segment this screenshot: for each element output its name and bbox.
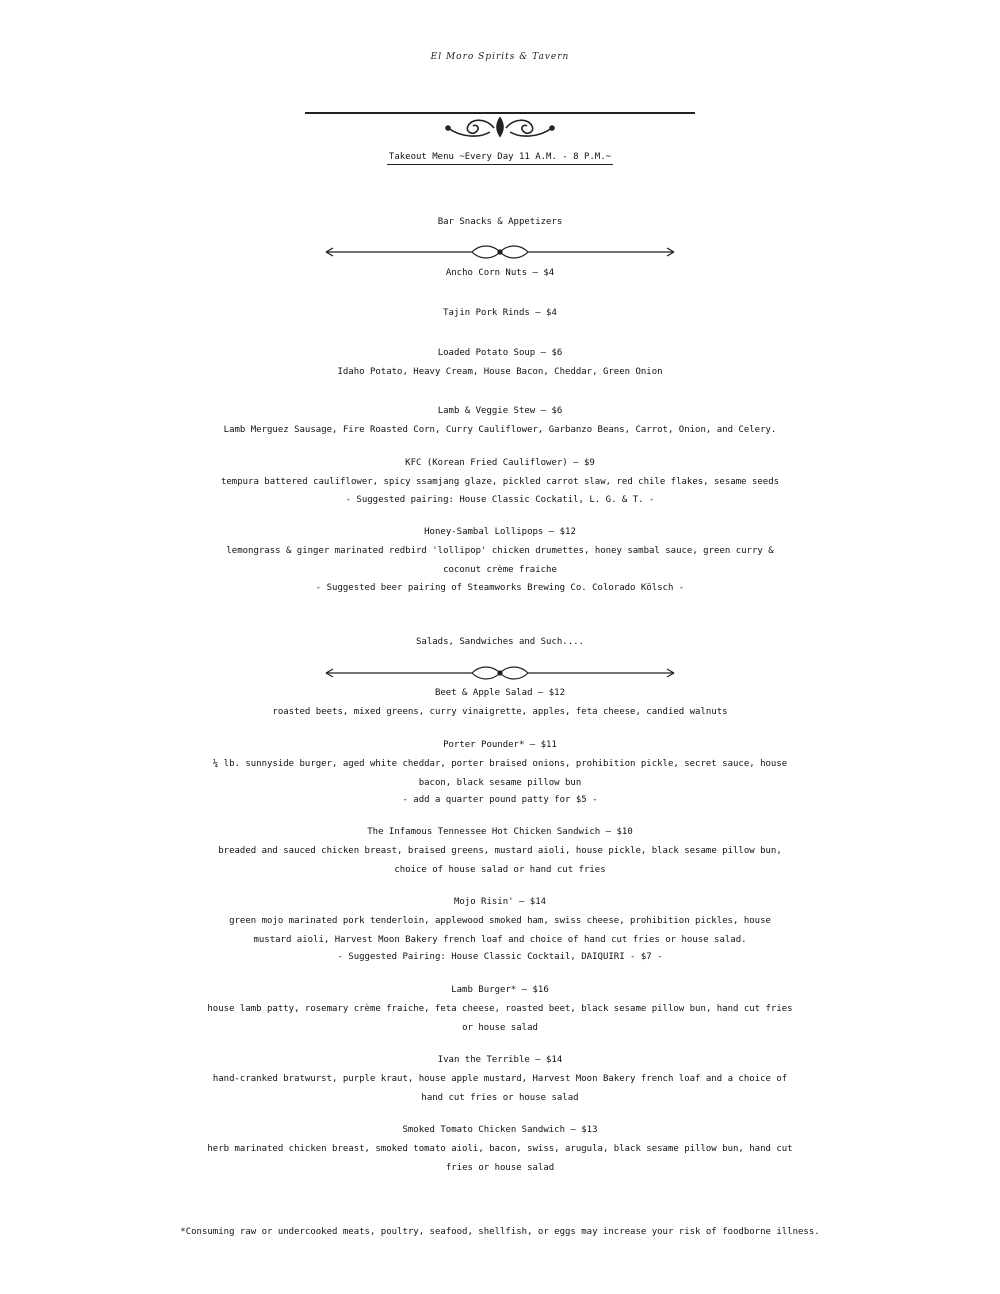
item-description: herb marinated chicken breast, smoked tomato aioli, bacon, swiss, arugula, black sesame pillow bun, hand cut: [207, 1144, 793, 1154]
item-loaded-potato-soup: Loaded Potato Soup — $6: [437, 348, 563, 358]
arrow-flourish-divider-icon: [322, 243, 678, 261]
item-description-cont: hand cut fries or house salad: [421, 1093, 579, 1103]
item-tennessee-hot-chicken: The Infamous Tennessee Hot Chicken Sandwich — $10: [367, 827, 633, 837]
section-title-bar-snacks: Bar Snacks & Appetizers: [437, 217, 563, 227]
item-description-cont: coconut crème fraiche: [443, 565, 557, 575]
item-description-cont: or house salad: [462, 1023, 538, 1033]
section-title-salads-sandwiches: Salads, Sandwiches and Such....: [416, 637, 584, 647]
item-description: tempura battered cauliflower, spicy ssamjang glaze, pickled carrot slaw, red chile flakes, sesame seeds: [220, 477, 780, 487]
menu-title-text: Takeout Menu ~Every Day 11 A.M. - 8 P.M.~: [387, 152, 613, 165]
item-description: hand-cranked bratwurst, purple kraut, house apple mustard, Harvest Moon Bakery french loaf and a choice of: [212, 1074, 788, 1084]
item-porter-pounder: Porter Pounder* — $11: [443, 740, 557, 750]
pairing-note: - Suggested Pairing: House Classic Cocktail, DAIQUIRI - $7 -: [337, 952, 663, 962]
item-description-cont: choice of house salad or hand cut fries: [394, 865, 606, 875]
menu-title: [0, 152, 1000, 162]
foodborne-illness-disclaimer: *Consuming raw or undercooked meats, poultry, seafood, shellfish, or eggs may increase your risk of foodborne illness.: [180, 1227, 820, 1237]
item-honey-sambal-lollipops: Honey-Sambal Lollipops — $12: [424, 527, 576, 537]
arrow-flourish-divider-icon: [322, 664, 678, 682]
item-lamb-veggie-stew: Lamb & Veggie Stew — $6: [437, 406, 563, 416]
addon-note: - add a quarter pound patty for $5 -: [402, 795, 598, 805]
item-description: breaded and sauced chicken breast, braised greens, mustard aioli, house pickle, black sesame pillow bun,: [218, 846, 782, 856]
item-description: Lamb Merguez Sausage, Fire Roasted Corn, Curry Cauliflower, Garbanzo Beans, Carrot, Onion, and Celery.: [223, 425, 777, 435]
item-kfc: KFC (Korean Fried Cauliflower) — $9: [405, 458, 595, 468]
item-mojo-risin: Mojo Risin' — $14: [453, 897, 547, 907]
item-description-cont: bacon, black sesame pillow bun: [418, 778, 582, 788]
item-tajin-pork-rinds: Tajin Pork Rinds — $4: [443, 308, 557, 318]
item-beet-apple-salad: Beet & Apple Salad — $12: [434, 688, 566, 698]
item-description: ¼ lb. sunnyside burger, aged white cheddar, porter braised onions, prohibition pickle, secret sauce, house: [212, 759, 788, 769]
item-description: Idaho Potato, Heavy Cream, House Bacon, Cheddar, Green Onion: [337, 367, 663, 377]
item-ancho-corn-nuts: Ancho Corn Nuts — $4: [445, 268, 555, 278]
item-description: house lamb patty, rosemary crème fraiche, feta cheese, roasted beet, black sesame pillow bun, hand cut fries: [207, 1004, 793, 1014]
item-description: roasted beets, mixed greens, curry vinaigrette, apples, feta cheese, candied walnuts: [272, 707, 728, 717]
item-smoked-tomato-chicken: Smoked Tomato Chicken Sandwich — $13: [402, 1125, 598, 1135]
pairing-note: - Suggested pairing: House Classic Cockatil, L. G. & T. -: [345, 495, 655, 505]
item-description: green mojo marinated pork tenderloin, applewood smoked ham, swiss cheese, prohibition pickles, house: [229, 916, 771, 926]
item-description-cont: mustard aioli, Harvest Moon Bakery french loaf and choice of hand cut fries or house salad.: [253, 935, 747, 945]
item-lamb-burger: Lamb Burger* — $16: [451, 985, 549, 995]
item-description-cont: fries or house salad: [445, 1163, 555, 1173]
pairing-note: - Suggested beer pairing of Steamworks Brewing Co. Colorado Kölsch -: [315, 583, 685, 593]
restaurant-name: El Moro Spirits & Tavern: [430, 52, 570, 62]
flourish-ornament-icon: [440, 114, 560, 144]
item-description: lemongrass & ginger marinated redbird 'lollipop' chicken drumettes, honey sambal sauce, green curry &: [226, 546, 774, 556]
item-ivan-the-terrible: Ivan the Terrible — $14: [437, 1055, 563, 1065]
